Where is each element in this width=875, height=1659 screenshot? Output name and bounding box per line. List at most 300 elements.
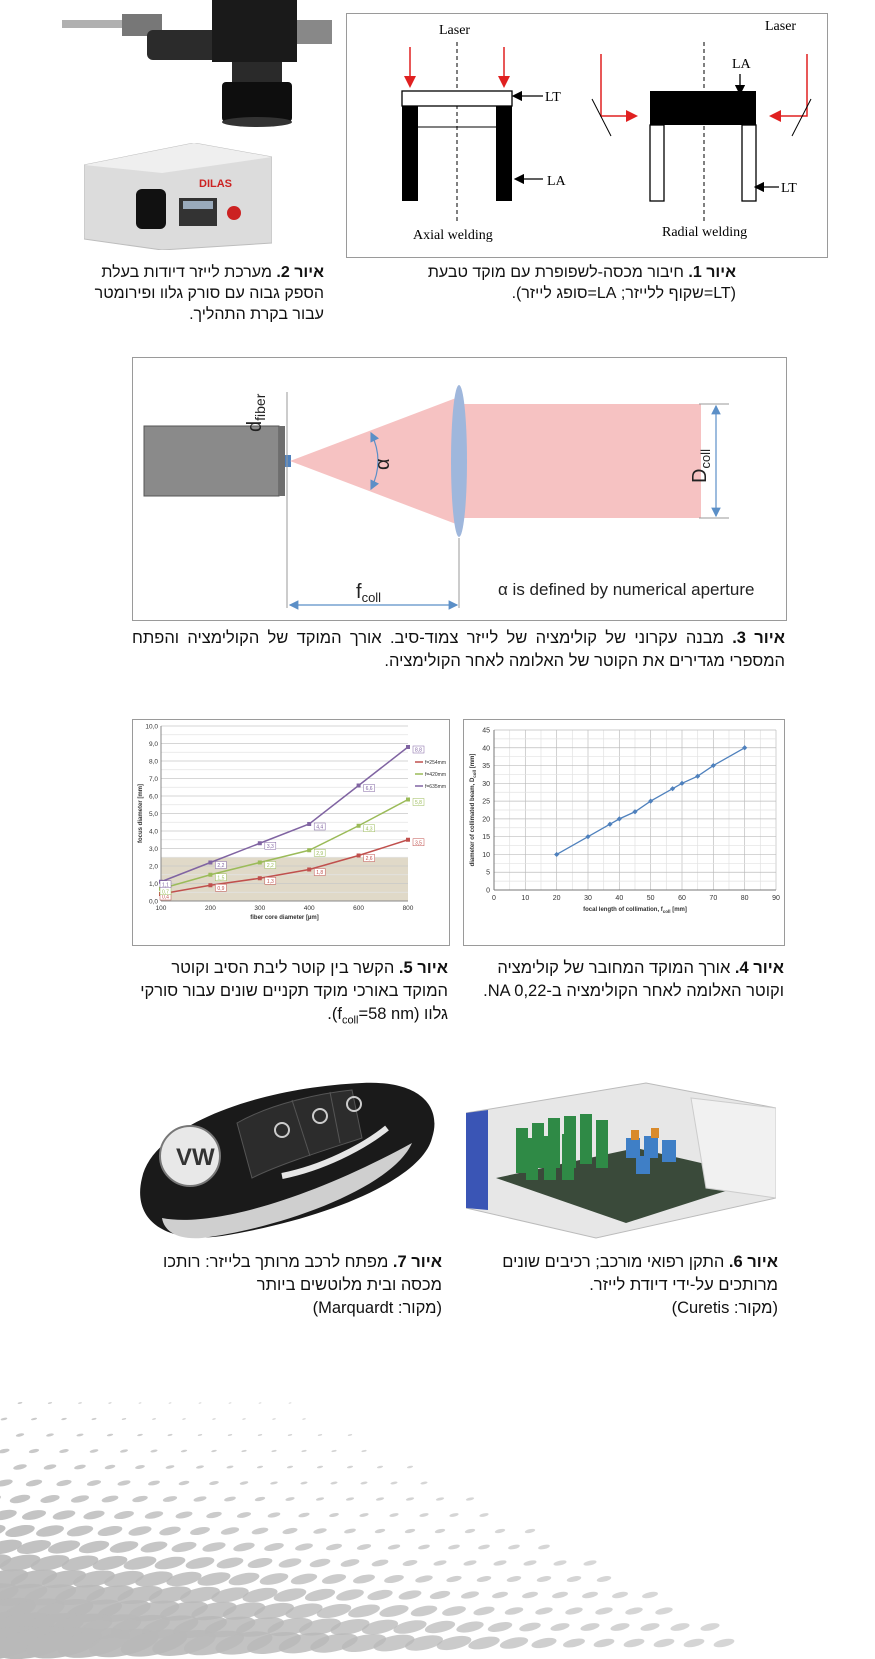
fig4-chart <box>463 719 785 946</box>
decorative-dot <box>165 1569 203 1589</box>
decorative-dot <box>109 1539 140 1555</box>
decorative-dot <box>122 1554 157 1572</box>
fig5-x-label: fiber core diameter [µm] <box>250 915 319 921</box>
fig5-y-tick: 5,0 <box>148 811 158 818</box>
decorative-dot <box>56 1479 72 1488</box>
decorative-dot <box>610 1622 630 1633</box>
decorative-dot <box>356 1543 371 1551</box>
fig4-x-label-unit: [mm] <box>670 907 687 913</box>
decorative-dot <box>198 1434 203 1436</box>
fig4-x-tick: 70 <box>709 895 718 902</box>
fig4-y-tick: 5 <box>486 869 490 877</box>
decorative-dot <box>623 1637 645 1649</box>
decorative-dot <box>713 1637 735 1649</box>
decorative-dot <box>137 1433 143 1436</box>
decorative-dot <box>518 1621 541 1633</box>
fig5-data-point <box>307 848 311 852</box>
decorative-dot <box>159 1525 182 1537</box>
decorative-dot <box>264 1542 285 1553</box>
decorative-dot <box>344 1528 357 1535</box>
fig7-caption-source: (מקור: Marquardt) <box>312 1299 442 1317</box>
decorative-dot <box>653 1637 675 1649</box>
fig4-x-tick: 50 <box>646 895 655 902</box>
decorative-dot <box>318 1434 323 1436</box>
decorative-dot <box>144 1510 164 1520</box>
decorative-dot <box>196 1570 231 1589</box>
decorative-dot <box>226 1465 233 1469</box>
decorative-dot <box>104 1464 115 1470</box>
fig4-x-tick: 90 <box>772 895 780 902</box>
decorative-dot <box>242 1418 246 1420</box>
decorative-dot <box>16 1537 52 1556</box>
decorative-dot <box>524 1528 535 1534</box>
decorative-dot <box>97 1524 123 1538</box>
decorative-dot <box>683 1637 705 1649</box>
svg-text:VW: VW <box>176 1144 215 1171</box>
fig4-y-label: diameter of collimated beam, $D_{coll}$ [mm] <box>470 753 477 867</box>
decorative-dot <box>420 1481 428 1485</box>
svg-text:fcoll <box>356 581 381 605</box>
decorative-dot <box>361 1617 400 1637</box>
decorative-dot <box>506 1575 521 1583</box>
decorative-dot <box>66 1524 94 1539</box>
decorative-dot <box>91 1418 96 1421</box>
fig5-data-label: 2,2 <box>217 863 225 869</box>
fig5-caption-text: הקשר בין קוטר ליבת הסיב וקוטר המוקד באורכי מוקד תקניים שונים עבור סורקי גלוו (f <box>140 959 448 1023</box>
decorative-dot-pattern <box>0 1395 875 1659</box>
fig5-shaded-band <box>161 857 408 901</box>
fig5-data-label: 1,8 <box>316 870 324 876</box>
decorative-dot <box>0 1478 13 1488</box>
decorative-dot <box>86 1479 101 1487</box>
decorative-dot <box>259 1571 290 1587</box>
decorative-dot <box>473 1605 496 1617</box>
decorative-dot <box>460 1590 479 1600</box>
decorative-dot <box>301 1450 307 1453</box>
fig5-data-label: 4,3 <box>365 826 373 833</box>
fig6-caption-text: התקן רפואי מורכב; רכיבים שונים מרותכים על-ידי דיודת לייזר. <box>502 1253 778 1294</box>
decorative-dot <box>376 1497 385 1502</box>
decorative-dot <box>185 1555 216 1571</box>
decorative-dot <box>247 1556 274 1570</box>
decorative-dot <box>435 1633 472 1652</box>
fig5-data-label: 3,3 <box>266 843 274 850</box>
decorative-dot <box>348 1434 353 1436</box>
fig1-laser-left-label: Laser <box>439 23 471 38</box>
fig1-radial-label: Radial welding <box>662 225 748 240</box>
fig5-y-tick: 7,0 <box>148 776 158 783</box>
decorative-dot <box>655 1606 674 1616</box>
decorative-dot <box>154 1554 187 1571</box>
decorative-dot <box>383 1573 404 1584</box>
decorative-dot <box>536 1575 551 1583</box>
decorative-dot <box>168 1402 171 1404</box>
decorative-dot <box>224 1496 237 1503</box>
decorative-dot <box>148 1480 161 1487</box>
decorative-dot <box>35 1523 65 1539</box>
fig5-x-tick: 100 <box>155 905 167 912</box>
decorative-dot <box>17 1402 22 1405</box>
fig4-caption <box>466 957 784 1003</box>
decorative-dot <box>508 1544 521 1551</box>
fig4-data-point <box>670 786 675 791</box>
decorative-dot <box>138 1402 141 1404</box>
decorative-dot <box>254 1496 265 1502</box>
decorative-dot <box>257 1465 264 1468</box>
decorative-dot <box>16 1433 25 1438</box>
fig5-data-point <box>208 883 212 887</box>
fig3-dcoll-sub: coll <box>698 449 713 469</box>
fig5-data-label: 0,4 <box>162 894 169 901</box>
fig4-y-tick: 25 <box>482 798 490 806</box>
fig5-data-point <box>357 824 361 828</box>
decorative-dot <box>212 1418 216 1420</box>
fig5-x-tick: 200 <box>204 905 216 912</box>
fig3-dfiber-label: d <box>244 420 266 432</box>
fig5-data-label: 2,9 <box>316 850 324 857</box>
decorative-dot <box>290 1572 318 1587</box>
fig5-y-tick: 1,0 <box>148 881 158 888</box>
decorative-dot <box>162 1495 177 1503</box>
fig5-data-label: 1,1 <box>162 882 169 889</box>
decorative-dot <box>76 1433 83 1437</box>
decorative-dot <box>315 1601 352 1620</box>
fig4-x-label: focal length of collimation, $f_{coll}$ [mm] <box>583 907 687 914</box>
decorative-dot <box>178 1480 190 1486</box>
fig2-caption-text: מערכת לייזר דיודות בעלת הספק גבוה עם סורק גלוו ופירומטר עבור בקרת התהליך. <box>94 264 324 323</box>
decorative-dot <box>466 1497 475 1502</box>
fig5-y-label: focus diameter [mm] <box>138 783 144 844</box>
decorative-dot <box>449 1512 459 1517</box>
fig4-y-label-sub: coll <box>472 769 477 778</box>
fig3-fcoll-sub: coll <box>361 590 382 605</box>
fig5-data-point <box>406 745 410 749</box>
decorative-dot <box>91 1553 128 1573</box>
fig6-caption-source: (מקור: Curetis) <box>671 1299 778 1317</box>
decorative-dot <box>347 1602 381 1620</box>
fig7-photo-car-key <box>132 1068 442 1240</box>
decorative-dot <box>325 1543 342 1552</box>
fig5-data-point <box>357 784 361 788</box>
fig5-y-tick: 2,0 <box>148 863 158 871</box>
decorative-dot <box>288 1402 291 1404</box>
decorative-dot <box>478 1544 491 1551</box>
decorative-dot <box>241 1450 247 1453</box>
fig4-y-tick: 0 <box>486 887 490 895</box>
fig1-lt-right-label: LT <box>781 181 797 196</box>
fig2-caption-bold: איור 2. <box>276 264 324 281</box>
decorative-dot <box>424 1618 456 1635</box>
decorative-dot <box>446 1575 462 1584</box>
fig5-x-tick: 300 <box>254 905 266 912</box>
fig2-brand-label: DILAS <box>199 178 232 190</box>
fig5-x-tick: 600 <box>353 905 365 912</box>
fig3-alpha-label: α <box>372 458 394 470</box>
fig2-caption <box>62 262 324 325</box>
decorative-dot <box>467 1634 501 1652</box>
decorative-dot <box>504 1606 524 1616</box>
decorative-dot <box>273 1586 308 1604</box>
fig5-chart-svg <box>133 720 449 945</box>
decorative-dot <box>165 1465 174 1470</box>
decorative-dot <box>329 1512 339 1517</box>
decorative-dot <box>239 1481 248 1486</box>
fig4-y-tick: 30 <box>482 780 490 788</box>
decorative-dot <box>371 1558 389 1567</box>
fig5-caption-sub: coll <box>341 1014 359 1027</box>
fig7-caption-text: מפתח לרכב מרותך בלייזר: רותכו מכסה ובית מלוטשים ביותר <box>163 1253 442 1294</box>
fig1-diagram <box>346 13 828 258</box>
fig3-caption <box>132 627 785 673</box>
decorative-dot <box>285 1496 295 1501</box>
decorative-dot <box>302 1418 306 1420</box>
fig7-caption <box>122 1251 442 1320</box>
decorative-dot <box>300 1481 308 1485</box>
decorative-dot <box>0 1417 7 1421</box>
decorative-dot <box>4 1523 36 1540</box>
decorative-dot <box>361 1450 367 1453</box>
fig5-y-tick: 3,0 <box>148 846 158 853</box>
fig3-caption-bold: איור 3. <box>732 629 785 647</box>
fig4-x-tick: 10 <box>521 895 530 902</box>
fig5-data-label: 3,5 <box>415 840 422 847</box>
decorative-dot <box>593 1637 615 1649</box>
decorative-dot <box>366 1588 393 1602</box>
decorative-dot <box>228 1434 233 1436</box>
decorative-dot <box>270 1481 278 1485</box>
decorative-dot <box>251 1526 269 1535</box>
fig5-data-point <box>406 798 410 802</box>
decorative-dot <box>288 1434 293 1436</box>
decorative-dot <box>398 1589 422 1602</box>
decorative-dot <box>359 1512 369 1517</box>
decorative-dot <box>390 1481 398 1485</box>
decorative-dot <box>404 1528 415 1534</box>
decorative-dot <box>441 1604 467 1617</box>
decorative-dot <box>220 1526 240 1536</box>
fig5-data-point <box>258 876 262 880</box>
decorative-dot <box>272 1418 276 1420</box>
decorative-dot <box>0 1493 2 1505</box>
decorative-dot <box>550 1622 570 1633</box>
decorative-dot <box>309 1557 331 1569</box>
decorative-dot <box>122 1418 127 1420</box>
decorative-dot <box>406 1497 415 1502</box>
decorative-dot <box>101 1494 119 1503</box>
decorative-dot <box>216 1555 245 1570</box>
fig3-caption-text: מבנה עקרוני של קולימציה של לייזר צמוד-סיב. אורך המוקד של הקולימציה והפתח המספרי מגדירים את הקוטר של האלומה לאחר הקולימציה. <box>132 629 785 670</box>
fig5-data-label: 2,2 <box>266 863 274 869</box>
fig4-y-tick: 35 <box>482 763 490 771</box>
fig5-y-tick: 0,0 <box>148 898 158 906</box>
decorative-dot <box>152 1418 156 1420</box>
decorative-dot <box>331 1450 337 1453</box>
decorative-dot <box>89 1449 98 1454</box>
decorative-dot <box>228 1402 231 1404</box>
fig4-caption-bold: איור 4. <box>734 959 784 977</box>
fig4-y-tick: 45 <box>482 727 490 735</box>
decorative-dot <box>78 1402 82 1404</box>
fig6-caption <box>466 1251 778 1320</box>
decorative-dot <box>434 1528 445 1534</box>
decorative-dot <box>523 1559 537 1566</box>
fig4-data-point <box>607 822 612 827</box>
decorative-dot <box>278 1557 302 1570</box>
fig4-x-tick: 0 <box>492 895 496 902</box>
decorative-dot <box>0 1508 18 1522</box>
decorative-dot <box>493 1559 507 1566</box>
decorative-dot <box>282 1527 298 1535</box>
fig5-data-label: 2,6 <box>365 856 373 862</box>
decorative-dot <box>167 1434 172 1437</box>
fig5-data-label: 5,8 <box>415 800 422 806</box>
decorative-dot <box>700 1622 720 1633</box>
fig5-data-point <box>208 861 212 865</box>
fig3-diagram <box>132 357 787 621</box>
decorative-dot <box>583 1559 597 1566</box>
fig5-y-tick: 8,0 <box>148 758 158 766</box>
decorative-dot <box>21 1508 47 1521</box>
decorative-dot <box>193 1495 207 1502</box>
decorative-dot <box>60 1553 99 1574</box>
fig4-data-point <box>554 852 559 857</box>
decorative-dot <box>236 1511 251 1519</box>
decorative-dot <box>108 1402 112 1404</box>
decorative-dot <box>374 1528 385 1534</box>
fig5-data-point <box>307 868 311 872</box>
decorative-dot <box>206 1511 223 1520</box>
fig2-photo-laser-unit <box>84 143 272 250</box>
decorative-dot <box>287 1465 294 1468</box>
decorative-dot <box>487 1620 513 1634</box>
fig1-caption-bold: איור 1. <box>688 264 736 281</box>
fig5-legend-label: f=635mm <box>425 784 446 790</box>
decorative-dot <box>448 1544 461 1551</box>
decorative-dot <box>40 1494 61 1505</box>
decorative-dot <box>198 1402 201 1404</box>
fig1-la-right-label: LA <box>732 57 751 72</box>
decorative-dot <box>335 1587 365 1603</box>
fig3-dcoll-label: D <box>689 468 711 483</box>
decorative-dot <box>181 1449 188 1453</box>
decorative-dot <box>433 1559 447 1566</box>
decorative-dot <box>321 1572 347 1586</box>
decorative-dot <box>227 1570 260 1587</box>
decorative-dot <box>463 1559 477 1566</box>
decorative-dot <box>294 1542 313 1552</box>
fig5-data-label: 0,9 <box>217 885 225 892</box>
decorative-dot <box>562 1637 585 1649</box>
fig4-y-tick: 40 <box>482 745 490 753</box>
decorative-dot <box>233 1541 256 1553</box>
decorative-dot <box>387 1544 400 1551</box>
fig3-fcoll-label: f <box>356 581 362 603</box>
decorative-dot <box>28 1448 39 1454</box>
decorative-dot <box>189 1525 210 1536</box>
decorative-dot <box>580 1622 600 1633</box>
decorative-dot <box>59 1448 69 1453</box>
fig4-data-point <box>679 781 684 786</box>
fig4-y-tick: 10 <box>482 851 490 859</box>
decorative-dot <box>410 1604 438 1619</box>
decorative-dot <box>566 1575 581 1583</box>
fig5-data-point <box>258 841 262 845</box>
decorative-dot <box>538 1544 551 1551</box>
decorative-dot <box>70 1494 89 1504</box>
fig4-y-tick: 15 <box>482 834 490 842</box>
decorative-dot <box>596 1575 611 1583</box>
fig1-axial-label: Axial welding <box>413 228 493 243</box>
decorative-dot <box>491 1591 508 1600</box>
decorative-dot <box>360 1481 368 1485</box>
fig5-chart <box>132 719 450 946</box>
decorative-dot <box>132 1495 149 1504</box>
decorative-dot <box>267 1511 281 1518</box>
decorative-dot <box>182 1418 186 1420</box>
fig4-y-label-unit: [mm] <box>470 753 476 770</box>
decorative-dot <box>436 1497 445 1502</box>
fig4-data-point <box>585 834 590 839</box>
decorative-dot <box>418 1544 431 1551</box>
decorative-dot <box>316 1497 325 1502</box>
fig5-legend-label: f=254mm <box>425 760 446 766</box>
decorative-dot <box>347 1465 354 1468</box>
fig6-photo-medical-device <box>466 1068 776 1240</box>
decorative-dot <box>117 1479 131 1486</box>
fig5-data-point <box>307 822 311 826</box>
decorative-dot <box>175 1510 193 1519</box>
decorative-dot <box>258 1434 263 1436</box>
decorative-dot <box>83 1509 106 1521</box>
decorative-dot <box>352 1573 375 1585</box>
fig5-data-point <box>357 854 361 858</box>
fig4-data-point <box>742 745 747 750</box>
decorative-dot <box>140 1539 169 1554</box>
fig4-x-tick: 40 <box>615 895 624 902</box>
decorative-dot <box>535 1606 554 1616</box>
decorative-dot <box>171 1540 198 1554</box>
decorative-dot <box>61 1417 67 1420</box>
decorative-dot <box>455 1619 484 1634</box>
decorative-dot <box>196 1465 204 1469</box>
decorative-dot <box>625 1606 644 1616</box>
decorative-dot <box>74 1464 86 1471</box>
decorative-dot <box>531 1636 558 1650</box>
fig5-legend-label: f=420mm <box>425 772 446 778</box>
decorative-dot <box>298 1512 310 1518</box>
decorative-dot <box>499 1635 529 1651</box>
decorative-dot <box>241 1585 279 1605</box>
decorative-dot <box>128 1525 153 1538</box>
decorative-dot <box>317 1465 324 1468</box>
decorative-dot <box>553 1559 567 1566</box>
decorative-dot <box>258 1402 261 1404</box>
decorative-dot <box>476 1575 491 1583</box>
fig4-x-tick: 20 <box>552 895 561 902</box>
fig5-data-label: 1,3 <box>266 878 274 885</box>
fig5-y-tick: 10,0 <box>145 723 158 731</box>
decorative-dot <box>429 1589 451 1600</box>
decorative-dot <box>209 1480 219 1485</box>
decorative-dot <box>31 1417 38 1420</box>
fig2-photo-scanner <box>62 0 332 130</box>
fig5-caption-end: =58 nm). <box>327 1005 414 1023</box>
fig5-y-tick: 6,0 <box>148 793 158 801</box>
decorative-dot <box>150 1449 158 1453</box>
fig1-lt-label: LT <box>545 90 561 105</box>
decorative-dot <box>464 1528 475 1534</box>
fig5-data-point <box>208 873 212 877</box>
